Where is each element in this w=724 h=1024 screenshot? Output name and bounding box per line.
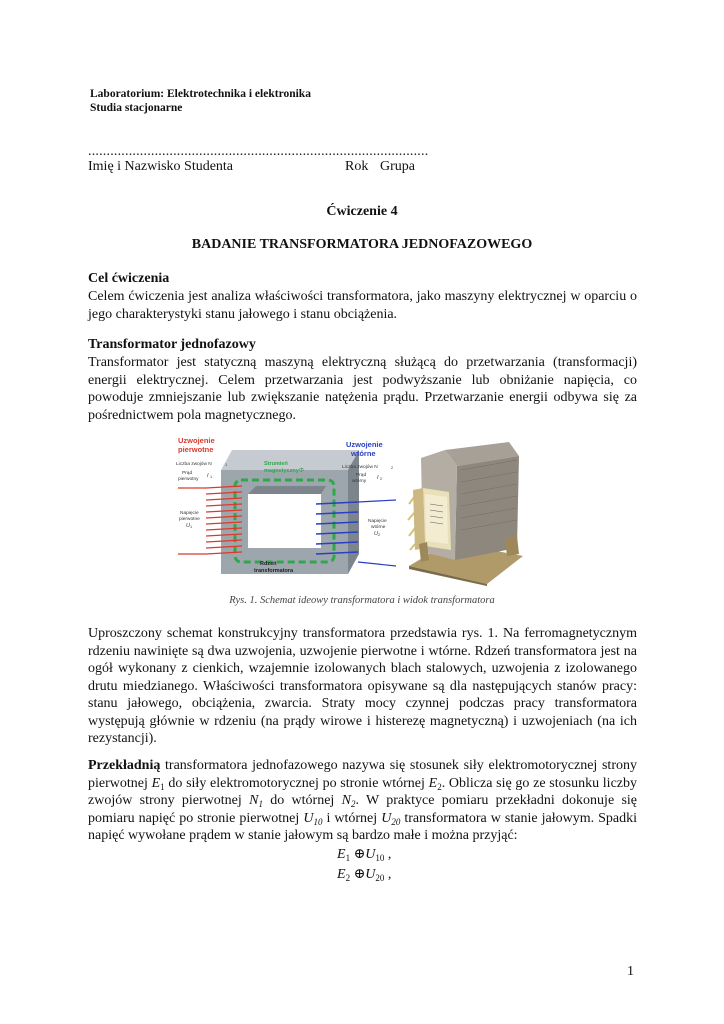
core-label-2: transformatora — [254, 568, 294, 574]
flux-label-1: Strumień — [264, 461, 288, 467]
u2-sub: 2 — [378, 533, 381, 537]
sub-20: 20 — [391, 816, 401, 827]
sub-n1: 1 — [258, 799, 263, 809]
transformer-photo — [405, 438, 525, 586]
ratio-term: Przekładnią — [88, 758, 161, 773]
u1-label: U — [186, 523, 190, 529]
symbol-u10: U — [303, 810, 314, 826]
ratio-text-5: . W praktyce pomiaru przekładni dokonuje się pomiaru napięć po stronie pierwotnej — [88, 793, 638, 826]
ratio-text-2: do siły elektromotorycznej po stronie wtórnej — [164, 775, 429, 791]
figure-caption: Rys. 1. Schemat ideowy transformatora i widok transformatora — [229, 595, 495, 606]
symbol-u20: U — [381, 810, 392, 826]
exercise-title: BADANIE TRANSFORMATORA JEDNOFAZOWEGO — [191, 237, 533, 252]
turns-n1-label: Liczba zwojów N — [176, 462, 212, 467]
voltage-primary-2: pierwotne — [179, 517, 200, 522]
secondary-lead-top — [358, 500, 396, 502]
sub-1: 1 — [160, 781, 165, 792]
goal-heading: Cel ćwiczenia — [88, 271, 170, 286]
symbol-n2: N — [341, 793, 351, 808]
i1-sub: 1 — [210, 475, 213, 479]
paragraph-construction: Uproszczony schemat konstrukcyjny transformatora przedstawia rys. 1. Na ferromagnetycznym rdzeniu nawinięte są dwa uzwojenia, uzwojenie pierwotne i wtórne. Rdzeń transformatora jest na ogół wykonany z cienkich, wzajemnie izolowanych blach stalowych, uzwojenia z izolowanego drutu miedzianego. Właściwości transformatora opisywane są dla następujących stanów pracy: stanu jałowego, obciążenia, zwarcia. Straty mocy czynnej podczas pracy transformatora występują głównie w rdzeniu (na prądy wirowe i histerezę magnetyczną) i uzwojeniach (na ich rezystancji). — [88, 626, 637, 746]
exercise-number: Ćwiczenie 4 — [326, 204, 398, 219]
ratio-text-4: do wtórnej — [262, 793, 342, 808]
goal-text: Celem ćwiczenia jest analiza właściwości transformatora, jako maszyny elektrycznej w oparciu o jego charakterystyki stanu jałowego i stanu obciążenia. — [88, 289, 637, 322]
secondary-title-2: wtórne — [351, 449, 376, 458]
student-dots: ............................................................................................ — [88, 144, 429, 159]
primary-title-1: Uzwojenie — [178, 436, 215, 445]
group-label: Grupa — [380, 159, 415, 174]
voltage-secondary-1: Napięcie — [368, 519, 387, 524]
current-primary-1: Prąd — [182, 471, 193, 476]
study-mode: Studia stacjonarne — [90, 102, 183, 114]
sub-n2: 2 — [350, 799, 356, 809]
primary-title-2: pierwotne — [178, 445, 214, 454]
symbol-e1: E — [151, 775, 161, 791]
turns-n2-sub: 2 — [391, 466, 394, 470]
student-name-label: Imię i Nazwisko Studenta — [88, 159, 234, 174]
formula-2: $E_2$ $\oplus U_{20}$ , — [337, 867, 392, 883]
voltage-secondary-2: wtórne — [371, 525, 386, 530]
lab-name: Laboratorium: Elektrotechnika i elektronika — [90, 88, 311, 100]
u1-sub: 1 — [190, 525, 193, 529]
sub-10: 10 — [313, 816, 323, 827]
flux-label-2: magnetyczny — [264, 468, 299, 474]
current-primary-2: pierwotny — [178, 477, 199, 482]
secondary-title-1: Uzwojenie — [346, 440, 383, 449]
core-label-1: Rdzeń — [260, 561, 277, 567]
i2-label: I — [377, 475, 379, 481]
ratio-text-1: transformatora jednofazowego nazywa się stosunek siły elektromotorycznej strony pierwotnej — [88, 758, 637, 791]
sub-2: 2 — [437, 781, 442, 792]
secondary-lead-bottom — [358, 562, 396, 566]
ratio-text-6: i wtórnej — [322, 810, 382, 826]
core-top-face — [221, 450, 359, 470]
current-secondary-1: Prąd — [356, 473, 367, 478]
transformer-heading: Transformator jednofazowy — [88, 337, 256, 352]
symbol-n1: N — [249, 793, 259, 808]
i1-label: I — [207, 473, 209, 479]
current-secondary-2: wtórny — [352, 479, 367, 484]
u2-label: U — [374, 531, 378, 537]
core-window-inner — [248, 486, 326, 494]
voltage-primary-1: Napięcie — [180, 511, 199, 516]
ratio-text-3: . Oblicza się go ze stosunku liczby zwojów strony pierwotnej — [88, 775, 637, 808]
page-number: 1 — [627, 964, 634, 979]
i2-sub: 2 — [380, 477, 383, 481]
year-label: Rok — [345, 159, 369, 174]
formula-1: $E_1$ $\oplus U_{10}$ , — [337, 847, 392, 863]
paragraph-ratio — [88, 757, 637, 845]
symbol-e2: E — [428, 775, 438, 791]
turns-n1-sub: 1 — [225, 463, 228, 467]
ratio-text-7: transformatora w stanie jałowym. Spadki napięć wywołane prądem w stanie jałowym są bardzo małe i można przyjąć: — [88, 810, 638, 843]
transformer-text: Transformator jest statyczną maszyną elektryczną służącą do przetwarzania (transformacji) energii elektrycznej. Celem przetwarzania jest podwyższanie lub obniżanie napięcia, co powoduje zmniejszanie lub zwiększanie natężenia prądu. Przetwarzanie energii odbywa się za pośrednictwem pola magnetycznego. — [88, 355, 637, 423]
phi-label: Φ — [299, 468, 304, 474]
transformer-schematic — [176, 434, 398, 586]
turns-n2-label: Liczba zwojów N — [342, 465, 378, 470]
